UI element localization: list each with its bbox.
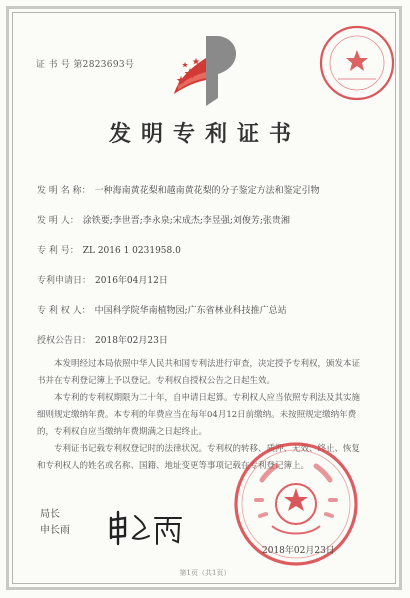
patentee-label: 专 利 权 人：	[37, 306, 91, 316]
paragraph-legal-status: 专利证书记载专利权登记时的法律状况。专利权的转移、质押、无效、终止、恢复和专利权人的姓名或名称、国籍、地址变更等事项记载在专利登记簿上。	[37, 444, 361, 471]
patentee-field	[37, 303, 287, 316]
application-date-value: 2016年04月12日	[95, 276, 168, 286]
certificate-number: 证 书 号 第2823693号	[36, 60, 135, 70]
cnipa-logo	[160, 28, 250, 118]
application-date-field	[37, 273, 168, 286]
application-date-label: 专利申请日：	[37, 276, 92, 286]
seal-date: 2018年02月23日	[262, 546, 335, 556]
grant-date-value: 2018年02月23日	[95, 336, 168, 346]
inventors-label: 发 明 人：	[37, 216, 79, 226]
director-title: 局长	[40, 509, 60, 520]
patent-number-label: 专 利 号：	[37, 246, 79, 256]
special-seal-stamp	[318, 24, 396, 102]
patent-number-value: ZL 2016 1 0231958.0	[82, 246, 181, 256]
patent-number-field	[37, 243, 181, 256]
invention-name-label: 发 明 名 称：	[37, 186, 91, 196]
invention-name-field	[37, 183, 320, 196]
page-indicator: 第1页（共1页）	[179, 569, 231, 577]
invention-name-value: 一种海南黄花梨和越南黄花梨的分子鉴定方法和鉴定引物	[94, 186, 320, 196]
director-name: 申长雨	[40, 525, 70, 536]
grant-date-label: 授权公告日：	[37, 336, 92, 346]
inventors-value: 涂铁要;李世晋;李永泉;宋成杰;李昱强;刘俊芳;张贵湘	[82, 216, 290, 226]
paragraph-term: 本专利的专利权期限为二十年，自申请日起算。专利权人应当依照专利法及其实施细则规定缴纳年费。本专利的年费应当在每年04月12日前缴纳。未按照规定缴纳年费的，专利权自应当缴纳年费期满之日起终止。	[37, 393, 361, 437]
certificate-title: 发明专利证书	[108, 121, 301, 147]
patentee-value: 中国科学院华南植物园;广东省林业科技推广总站	[94, 306, 287, 316]
paragraph-grant: 本发明经过本局依照中华人民共和国专利法进行审查，决定授予专利权，颁发本证书并在专利登记簿上予以登记。专利权自授权公告之日起生效。	[37, 359, 361, 386]
director-signature	[105, 508, 185, 548]
inventors-field	[37, 213, 290, 226]
grant-date-field	[37, 333, 168, 346]
